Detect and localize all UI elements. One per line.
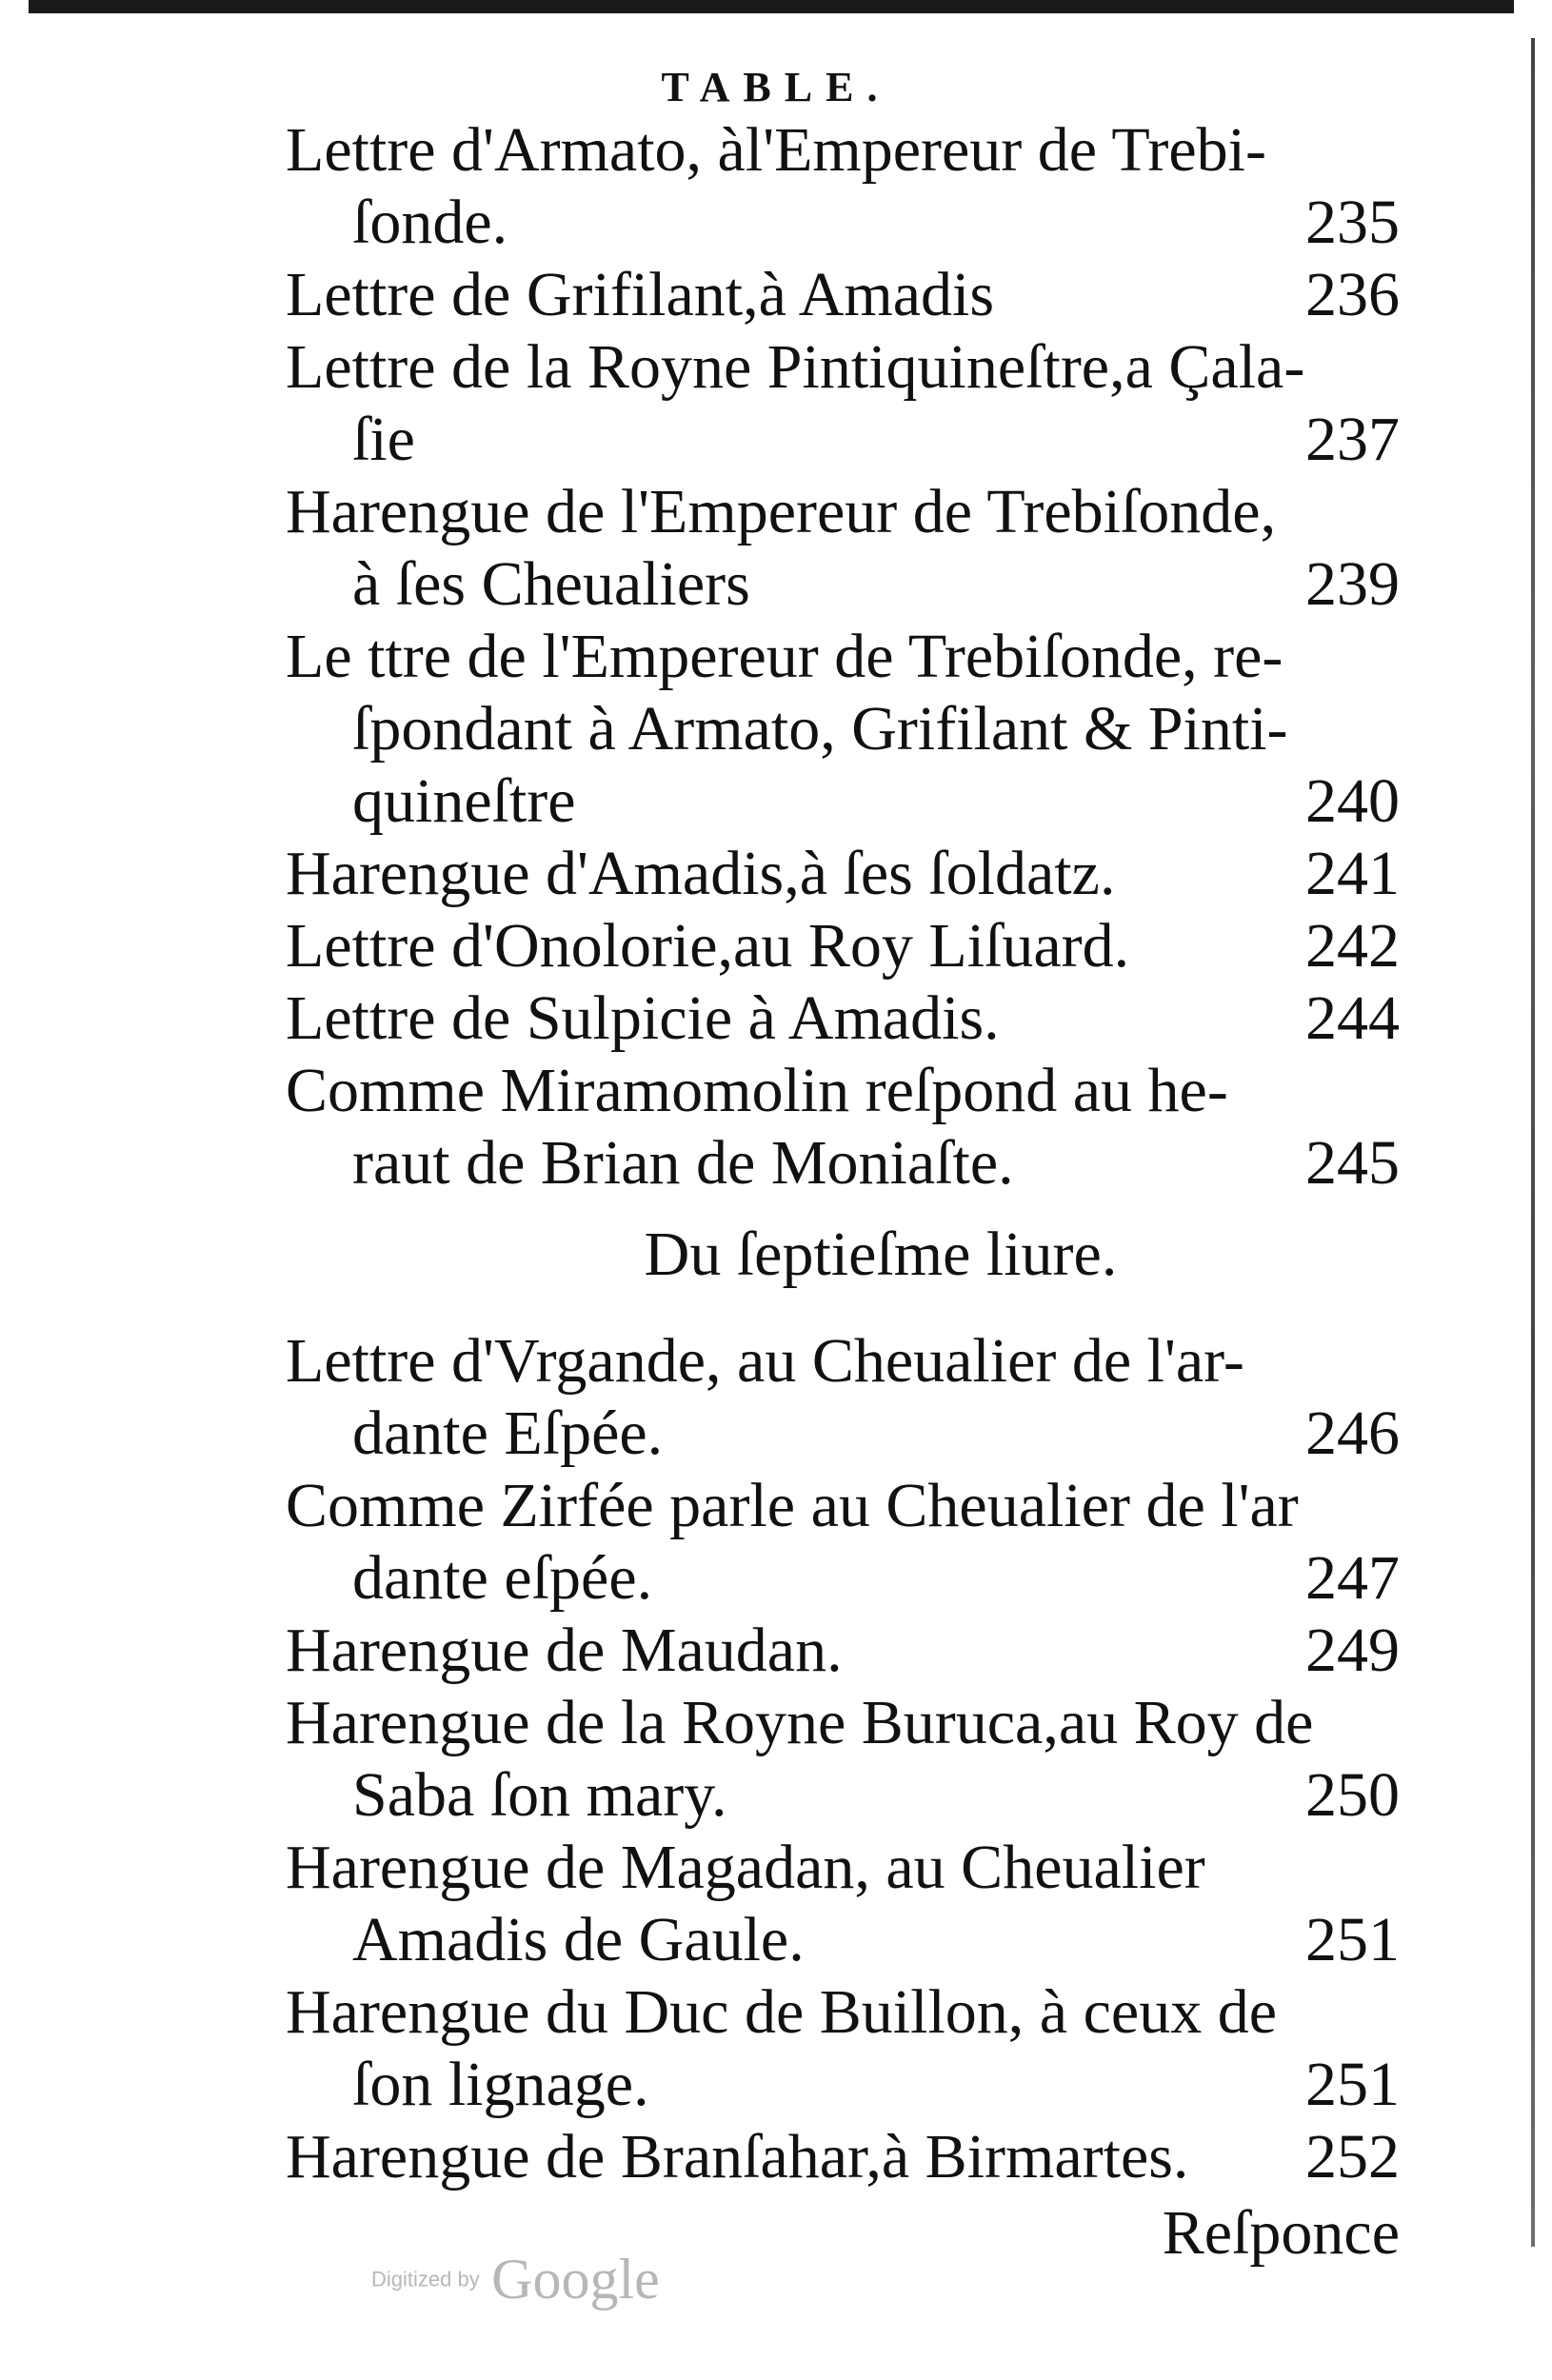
toc-entry-text: Comme Miramomolin reſpond au he-	[286, 1056, 1228, 1125]
toc-entry-text: Harengue de la Royne Buruca,au Roy de	[286, 1688, 1314, 1757]
toc-entry-text: Lettre de Grifilant,à Amadis	[286, 260, 995, 329]
toc-entry	[286, 1687, 1400, 1832]
toc-entry-line	[286, 476, 1400, 548]
toc-entry	[286, 1832, 1400, 1976]
toc-entry-line	[286, 331, 1400, 404]
toc-page-number: 252	[1305, 2122, 1400, 2192]
toc-page-number: 242	[1305, 911, 1400, 981]
toc-entry	[286, 1615, 1400, 1687]
toc-entry-text: Lettre de la Royne Pintiquineſtre,a Çala-	[286, 332, 1305, 402]
table-of-contents	[286, 114, 1400, 2270]
toc-entry	[286, 910, 1400, 982]
toc-entry-line	[286, 187, 1400, 259]
toc-entry-line	[286, 765, 1400, 838]
toc-page-number: 241	[1305, 839, 1400, 908]
toc-entry-text: Harengue de l'Empereur de Trebiſonde,	[286, 477, 1277, 546]
toc-entry-line	[286, 1470, 1400, 1542]
toc-entry-text: ſon lignage.	[352, 2050, 649, 2119]
toc-entry	[286, 114, 1400, 259]
toc-entry-line	[286, 1976, 1400, 2049]
section-heading: Du ſeptieſme liure.	[644, 1220, 1118, 1289]
toc-page-number: 239	[1305, 549, 1400, 619]
toc-entry-line	[286, 1759, 1400, 1832]
toc-page-number: 249	[1305, 1616, 1400, 1685]
toc-entry-line	[286, 838, 1400, 910]
toc-page-number: 235	[1305, 188, 1400, 257]
toc-entry-text: raut de Brian de Moniaſte.	[352, 1128, 1014, 1198]
toc-entry-text: Amadis de Gaule.	[352, 1905, 805, 1974]
toc-entry	[286, 1470, 1400, 1615]
google-logo: Google	[491, 2248, 660, 2311]
page-edge	[1531, 38, 1535, 2247]
toc-page-number: 247	[1305, 1543, 1400, 1613]
toc-entry-text: quineſtre	[352, 766, 576, 836]
toc-entry-line	[286, 1398, 1400, 1470]
toc-page-number: 236	[1305, 260, 1400, 329]
toc-page-number: 244	[1305, 983, 1400, 1053]
toc-page-number: 237	[1305, 405, 1400, 474]
toc-entry-text: Harengue d'Amadis,à ſes ſoldatz.	[286, 839, 1116, 908]
toc-page-number: 245	[1305, 1128, 1400, 1198]
toc-entry-line	[286, 910, 1400, 982]
toc-entry	[286, 621, 1400, 838]
toc-page-number: 250	[1305, 1760, 1400, 1830]
watermark-prefix: Digitized by	[371, 2267, 480, 2291]
toc-entry-text: Harengue de Branſahar,à Birmartes.	[286, 2122, 1189, 2192]
toc-entry	[286, 476, 1400, 621]
running-head: TABLE.	[661, 64, 891, 110]
toc-entry	[286, 2121, 1400, 2193]
toc-entry-text: Harengue de Magadan, au Cheualier	[286, 1833, 1205, 1902]
toc-part-1	[286, 114, 1400, 1200]
toc-entry-text: Lettre d'Armato, àl'Empereur de Trebi-	[286, 115, 1266, 185]
toc-entry-text: Lettre d'Onolorie,au Roy Liſuard.	[286, 911, 1130, 981]
toc-entry-text: Saba ſon mary.	[352, 1760, 727, 1830]
toc-entry-line	[286, 1615, 1400, 1687]
toc-entry-line	[286, 259, 1400, 331]
toc-entry-text: ſpondant à Armato, Grifilant & Pinti-	[352, 694, 1288, 764]
toc-entry	[286, 982, 1400, 1055]
toc-entry-text: Le ttre de l'Empereur de Trebiſonde, re-	[286, 622, 1283, 691]
toc-entry-line	[286, 1832, 1400, 1904]
toc-page-number: 251	[1305, 1905, 1400, 1974]
toc-entry-line	[286, 2121, 1400, 2193]
toc-page-number: 251	[1305, 2050, 1400, 2119]
toc-entry	[286, 1055, 1400, 1200]
toc-part-2	[286, 1325, 1400, 2193]
toc-entry	[286, 1325, 1400, 1470]
toc-entry-line	[286, 693, 1400, 765]
toc-page-number: 240	[1305, 766, 1400, 836]
toc-entry-line	[286, 1055, 1400, 1127]
toc-page-number: 246	[1305, 1398, 1400, 1468]
toc-entry-text: Lettre de Sulpicie à Amadis.	[286, 983, 1000, 1053]
toc-entry-line	[286, 1325, 1400, 1398]
toc-entry-line	[286, 114, 1400, 187]
toc-entry-text: Comme Zirfée parle au Cheualier de l'ar	[286, 1471, 1299, 1540]
catchword: Reſponce	[1162, 2198, 1400, 2268]
toc-entry-line	[286, 621, 1400, 693]
toc-entry	[286, 1976, 1400, 2121]
toc-entry-line	[286, 1687, 1400, 1759]
toc-entry-text: ſonde.	[352, 188, 508, 257]
toc-entry	[286, 838, 1400, 910]
digitized-watermark	[371, 2247, 660, 2312]
toc-entry-line	[286, 982, 1400, 1055]
toc-entry-text: dante Eſpée.	[352, 1398, 664, 1468]
toc-entry-line	[286, 1127, 1400, 1200]
toc-entry-text: Lettre d'Vrgande, au Cheualier de l'ar-	[286, 1326, 1244, 1396]
toc-entry-line	[286, 548, 1400, 621]
toc-entry	[286, 259, 1400, 331]
toc-entry-line	[286, 2049, 1400, 2121]
toc-entry-line	[286, 404, 1400, 476]
toc-entry-text: à ſes Cheualiers	[352, 549, 750, 619]
toc-entry-text: Harengue de Maudan.	[286, 1616, 843, 1685]
toc-entry-line	[286, 1542, 1400, 1615]
toc-entry	[286, 331, 1400, 476]
toc-entry-line	[286, 1904, 1400, 1976]
top-border	[29, 0, 1514, 13]
toc-entry-text: Harengue du Duc de Buillon, à ceux de	[286, 1977, 1277, 2047]
toc-entry-text: ſie	[352, 405, 415, 474]
toc-entry-text: dante eſpée.	[352, 1543, 653, 1613]
